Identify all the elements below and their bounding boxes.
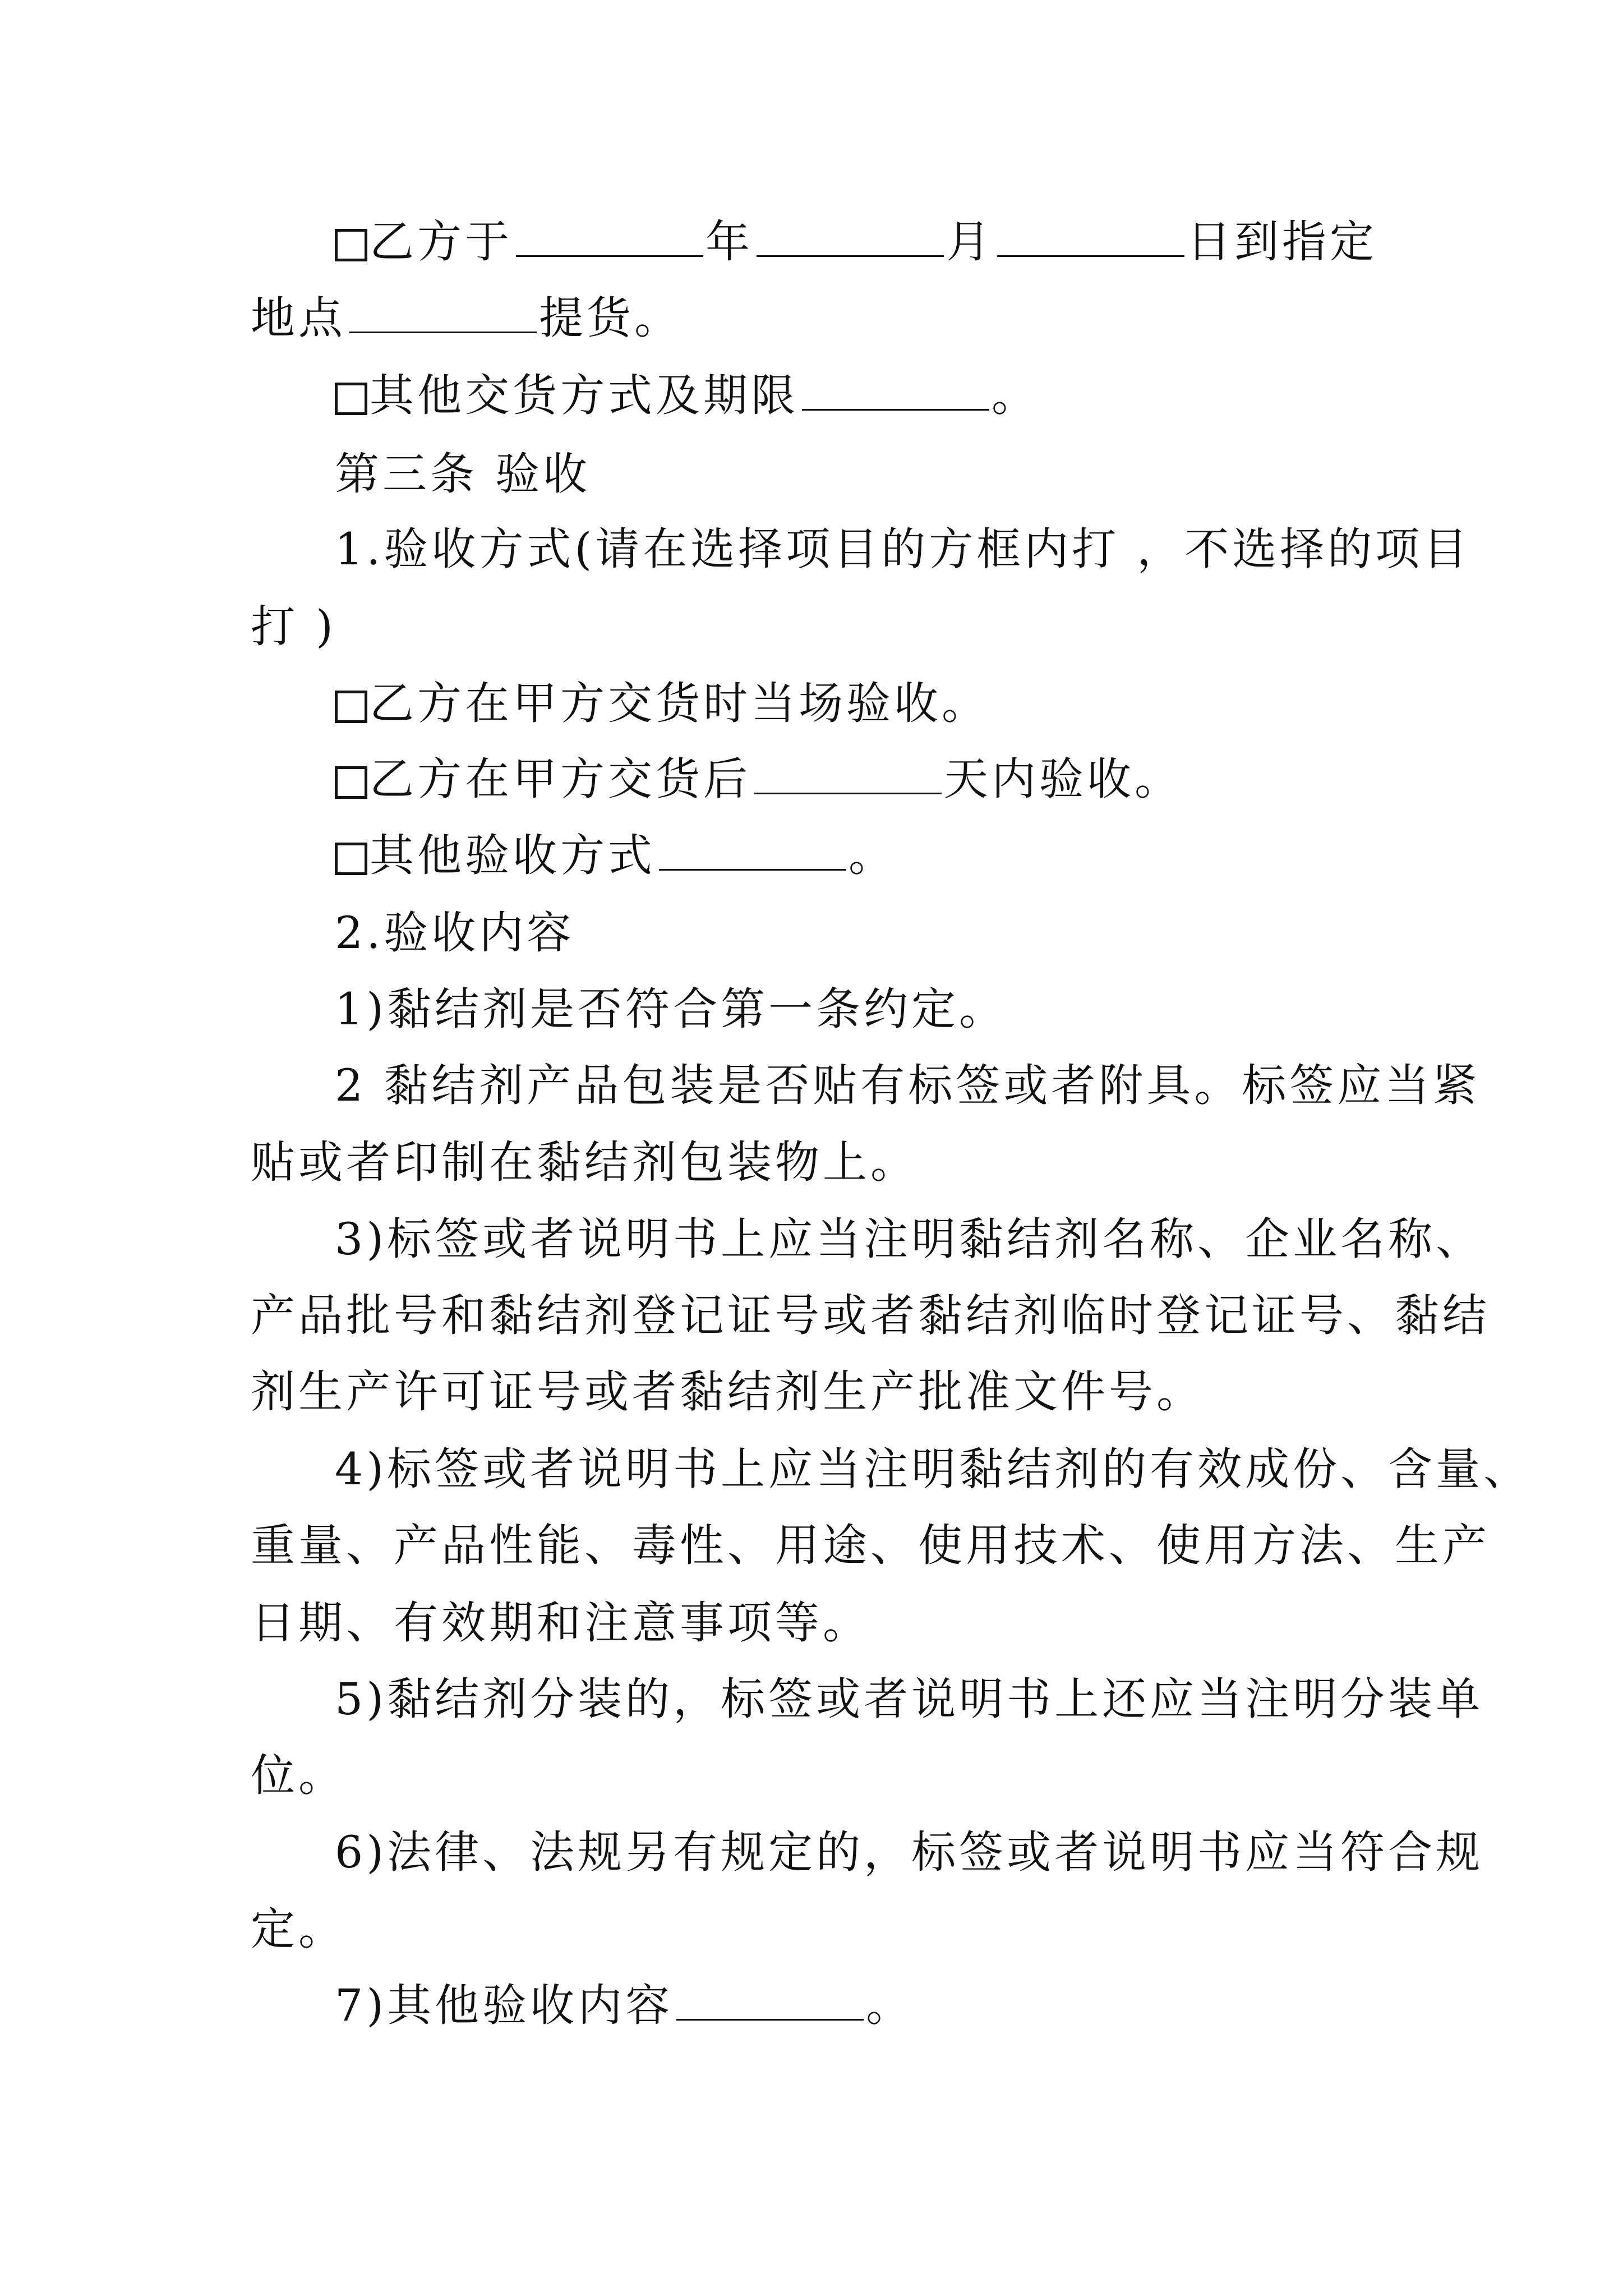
pickup-suffix: 提货。 xyxy=(539,292,682,344)
other-delivery-label: 其他交货方式及期限 xyxy=(370,370,799,421)
other-delivery-option xyxy=(335,370,1039,421)
content-item-5-line-2: 位。 xyxy=(251,1750,346,1801)
method-other-blank[interactable] xyxy=(659,869,846,871)
content-item-3-line-2: 产品批号和黏结剂登记证号或者黏结剂临时登记证号、黏结 xyxy=(251,1290,1490,1341)
pickup-place-blank[interactable] xyxy=(349,332,537,333)
other-delivery-blank[interactable] xyxy=(802,409,989,411)
content-item-2-line-2: 贴或者印制在黏结剂包装物上。 xyxy=(251,1137,918,1188)
content-item-1: 1)黏结剂是否符合第一条约定。 xyxy=(335,983,1007,1035)
pickup-day-suffix: 日到指定 xyxy=(1187,216,1377,268)
content-item-7-label: 7)其他验收内容 xyxy=(335,1980,674,2031)
content-item-7-end: 。 xyxy=(866,1980,914,2031)
content-item-3-line-1: 3)标签或者说明书上应当注明黏结剂名称、企业名称、 xyxy=(335,1213,1484,1265)
method-option-1-checkbox[interactable] xyxy=(335,691,367,723)
content-item-7-blank[interactable] xyxy=(676,2019,864,2021)
method-option-3-end: 。 xyxy=(849,830,896,881)
content-item-7 xyxy=(335,1980,914,2031)
pickup-place-label: 地点 xyxy=(251,292,346,344)
content-item-6-line-2: 定。 xyxy=(251,1903,346,1955)
method-option-2-checkbox[interactable] xyxy=(335,766,367,799)
content-item-5-line-1: 5)黏结剂分装的，标签或者说明书上还应当注明分装单 xyxy=(335,1673,1484,1725)
method-option-3-label: 其他验收方式 xyxy=(370,830,656,881)
method-option-2-suffix: 天内验收。 xyxy=(944,753,1182,805)
pickup-month-unit: 月 xyxy=(946,216,994,268)
article-3-title: 第三条 验收 xyxy=(335,448,591,500)
method-option-2-prefix: 乙方在甲方交货后 xyxy=(370,753,751,805)
content-item-4-line-1: 4)标签或者说明书上应当注明黏结剂的有效成份、含量、 xyxy=(335,1443,1532,1495)
other-delivery-end: 。 xyxy=(992,370,1039,421)
content-item-4-line-3: 日期、有效期和注意事项等。 xyxy=(251,1597,870,1649)
method-option-3-checkbox[interactable] xyxy=(335,843,367,875)
other-delivery-checkbox[interactable] xyxy=(335,383,367,415)
method-heading-line-1: 1.验收方式(请在选择项目的方框内打 ，不选择的项目 xyxy=(335,523,1471,575)
content-heading: 2.验收内容 xyxy=(335,907,575,959)
pickup-option-line-1 xyxy=(335,216,1377,268)
pickup-day-blank[interactable] xyxy=(997,255,1184,257)
pickup-option-checkbox[interactable] xyxy=(335,229,367,261)
content-item-3-line-3: 剂生产许可证号或者黏结剂生产批准文件号。 xyxy=(251,1366,1204,1418)
method-option-1-text: 乙方在甲方交货时当场验收。 xyxy=(370,678,989,729)
content-item-4-line-2: 重量、产品性能、毒性、用途、使用技术、使用方法、生产 xyxy=(251,1520,1490,1571)
pickup-option-line-2 xyxy=(251,292,682,344)
content-item-6-line-1: 6)法律、法规另有规定的，标签或者说明书应当符合规 xyxy=(335,1826,1484,1878)
method-option-3 xyxy=(335,830,896,881)
pickup-year-blank[interactable] xyxy=(516,255,703,257)
pickup-option-prefix: 乙方于 xyxy=(370,216,513,268)
method-option-1 xyxy=(335,678,989,729)
method-option-2 xyxy=(335,753,1182,805)
content-item-2-line-1: 2 黏结剂产品包装是否贴有标签或者附具。标签应当紧 xyxy=(335,1060,1481,1111)
pickup-year-unit: 年 xyxy=(706,216,753,268)
method-days-blank[interactable] xyxy=(754,793,942,794)
method-heading-line-2: 打 ) xyxy=(251,601,336,652)
pickup-month-blank[interactable] xyxy=(757,255,944,257)
